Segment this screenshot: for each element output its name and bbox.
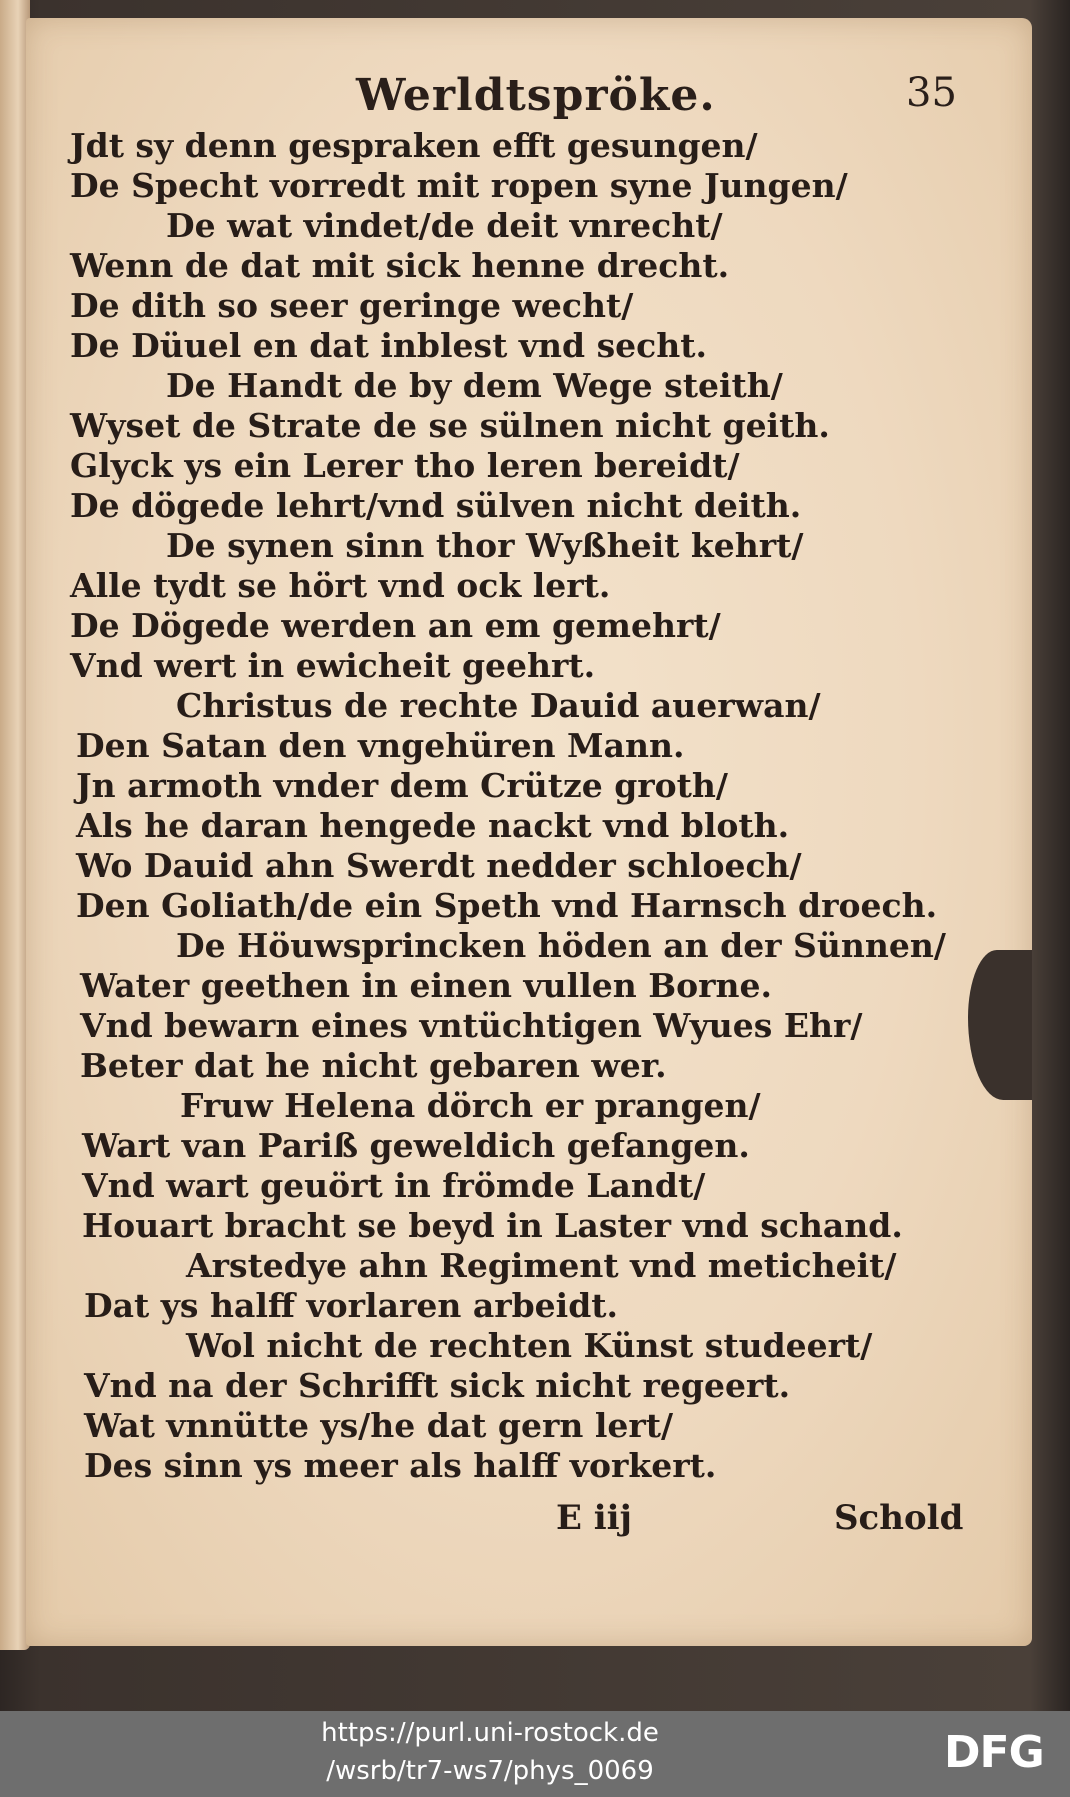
- verse-line: De Specht vorredt mit ropen syne Jungen/: [70, 166, 848, 205]
- verse-line: De Höuwsprincken höden an der Sünnen/: [176, 926, 946, 965]
- verse-line: De wat vindet/de deit vnrecht/: [166, 206, 723, 245]
- signature-mark: E iij: [556, 1498, 632, 1538]
- verse-line: Fruw Helena dörch er prangen/: [180, 1086, 761, 1125]
- verse-line: Christus de rechte Dauid auerwan/: [176, 686, 821, 725]
- verse-line: De dögede lehrt/vnd sülven nicht deith.: [70, 486, 802, 525]
- verse-line: Des sinn ys meer als halff vorkert.: [84, 1446, 717, 1485]
- verse-line: Alle tydt se hört vnd ock lert.: [70, 566, 611, 605]
- verse-line: Glyck ys ein Lerer tho leren bereidt/: [70, 446, 740, 485]
- verse-line: De Dögede werden an em gemehrt/: [70, 606, 721, 645]
- verse-line: Houart bracht se beyd in Laster vnd schand.: [82, 1206, 903, 1245]
- verse-line: Wart van Pariß geweldich gefangen.: [82, 1126, 750, 1165]
- verse-line: Wo Dauid ahn Swerdt nedder schloech/: [76, 846, 802, 885]
- verse-line: Wol nicht de rechten Künst studeert/: [186, 1326, 873, 1365]
- verse-line: De Düuel en dat inblest vnd secht.: [70, 326, 707, 365]
- verse-line: Vnd na der Schrifft sick nicht regeert.: [84, 1366, 791, 1405]
- verse-line: Wenn de dat mit sick henne drecht.: [70, 246, 730, 285]
- verse-line: Jn armoth vnder dem Crütze groth/: [76, 766, 728, 805]
- verse-line: Wat vnnütte ys/he dat gern lert/: [84, 1406, 674, 1445]
- verse-line: Wyset de Strate de se sülnen nicht geith.: [70, 406, 830, 445]
- permalink-line-1[interactable]: https://purl.uni-rostock.de: [321, 1718, 659, 1748]
- verse-line: Beter dat he nicht gebaren wer.: [80, 1046, 667, 1085]
- verse-line: Jdt sy denn gespraken efft gesungen/: [70, 126, 758, 165]
- verse-line: Water geethen in einen vullen Borne.: [80, 966, 772, 1005]
- dfg-logo: DFG: [944, 1727, 1044, 1778]
- catchword: Schold: [834, 1498, 964, 1538]
- page-number: 35: [906, 70, 957, 116]
- verse-line: Arstedye ahn Regiment vnd meticheit/: [186, 1246, 897, 1285]
- verse-line: Den Goliath/de ein Speth vnd Harnsch droech.: [76, 886, 938, 925]
- verse-line: Vnd wert in ewicheit geehrt.: [70, 646, 596, 685]
- verse-line: Dat ys halff vorlaren arbeidt.: [84, 1286, 618, 1325]
- verse-line: Vnd bewarn eines vntüchtigen Wyues Ehr/: [80, 1006, 863, 1045]
- running-head: Werldtspröke.: [356, 70, 716, 121]
- permalink[interactable]: [290, 1714, 690, 1790]
- book-page: [26, 18, 1032, 1646]
- permalink-line-2[interactable]: /wsrb/tr7-ws7/phys_0069: [326, 1756, 654, 1786]
- verse-line: Als he daran hengede nackt vnd bloth.: [76, 806, 790, 845]
- verse-line: De synen sinn thor Wyßheit kehrt/: [166, 526, 804, 565]
- verse-line: De Handt de by dem Wege steith/: [166, 366, 783, 405]
- verse-line: Den Satan den vngehüren Mann.: [76, 726, 685, 765]
- verse-line: De dith so seer geringe wecht/: [70, 286, 634, 325]
- verse-line: Vnd wart geuört in frömde Landt/: [82, 1166, 706, 1205]
